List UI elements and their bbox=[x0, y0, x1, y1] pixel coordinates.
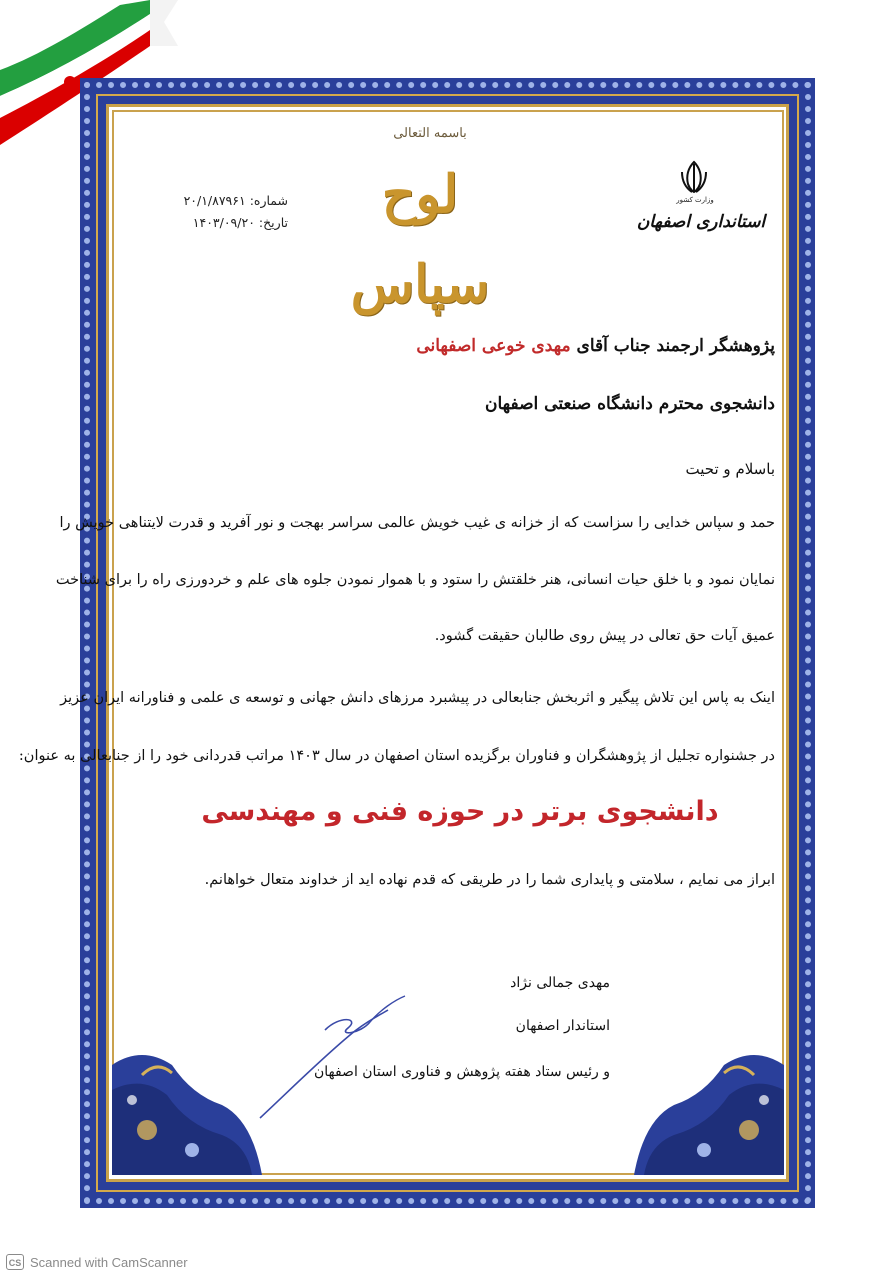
signatory-title-2: و رئیس ستاد هفته پژوهش و فناوری استان اصفهان bbox=[313, 1064, 610, 1080]
paragraph2-line2: در جشنواره تجلیل از پژوهشگران و فناوران برگزیده استان اصفهان در سال ۱۴۰۳ مراتب قدردانی خود را از جنابعالی به عنوان: bbox=[18, 748, 775, 764]
iran-emblem-icon bbox=[674, 158, 714, 198]
number-value: ۲۰/۱/۸۷۹۶۱ bbox=[183, 193, 246, 208]
paragraph2-line1: اینک به پاس این تلاش پیگیر و اثربخش جنابعالی در پیشبرد مرزهای دانش جهانی و توسعه ی علمی و فناورانه ایران عزیز bbox=[60, 690, 775, 706]
bismillah-text: باسمه التعالی bbox=[393, 126, 467, 141]
reference-number bbox=[138, 190, 288, 212]
paragraph1-line1: حمد و سپاس خدایی را سزاست که از خزانه ی غیب خویش عالمی سراسر بهجت و نور آفرید و قدرت لایتناهی خویش را bbox=[59, 515, 775, 531]
organization-name: استانداری اصفهان bbox=[636, 212, 766, 232]
closing-line: ابراز می نمایم ، سلامتی و پایداری شما را در طریقی که قدم نهاده اید از خداوند متعال خواهانم. bbox=[204, 872, 775, 888]
recipient-name: مهدی خوعی اصفهانی bbox=[416, 336, 571, 356]
reference-date bbox=[138, 212, 288, 234]
award-title: دانشجوی برتر در حوزه فنی و مهندسی bbox=[201, 796, 719, 827]
recipient-line-2: دانشجوی محترم دانشگاه صنعتی اصفهان bbox=[484, 394, 775, 414]
corner-ornament-right bbox=[634, 1045, 784, 1175]
reference-info bbox=[138, 190, 288, 234]
greeting: باسلام و تحیت bbox=[685, 460, 775, 478]
signatory-name: مهدی جمالی نژاد bbox=[510, 975, 610, 991]
scanner-text: Scanned with CamScanner bbox=[30, 1254, 188, 1270]
paragraph1-line3: عمیق آیات حق تعالی در پیش روی طالبان حقیقت گشود. bbox=[434, 628, 775, 644]
ministry-label: وزارت کشور bbox=[676, 196, 714, 204]
date-label: تاریخ: bbox=[258, 215, 288, 230]
recipient-prefix: پژوهشگر ارجمند جناب آقای bbox=[576, 336, 775, 356]
certificate-title: لوح سپاس bbox=[350, 164, 490, 315]
handwritten-signature bbox=[230, 990, 430, 1130]
date-value: ۱۴۰۳/۰۹/۲۰ bbox=[192, 215, 255, 230]
scanner-watermark bbox=[6, 1252, 286, 1272]
paragraph1-line2: نمایان نمود و با خلق حیات انسانی، هنر خلقتش را ستود و با هموار نمودن جلوه های علم و خردورزی راه را برای شناخت bbox=[55, 572, 775, 588]
camscanner-icon: CS bbox=[6, 1254, 24, 1270]
recipient-line-1 bbox=[360, 336, 775, 356]
signatory-title-1: استاندار اصفهان bbox=[515, 1018, 610, 1034]
number-label: شماره: bbox=[249, 193, 288, 208]
